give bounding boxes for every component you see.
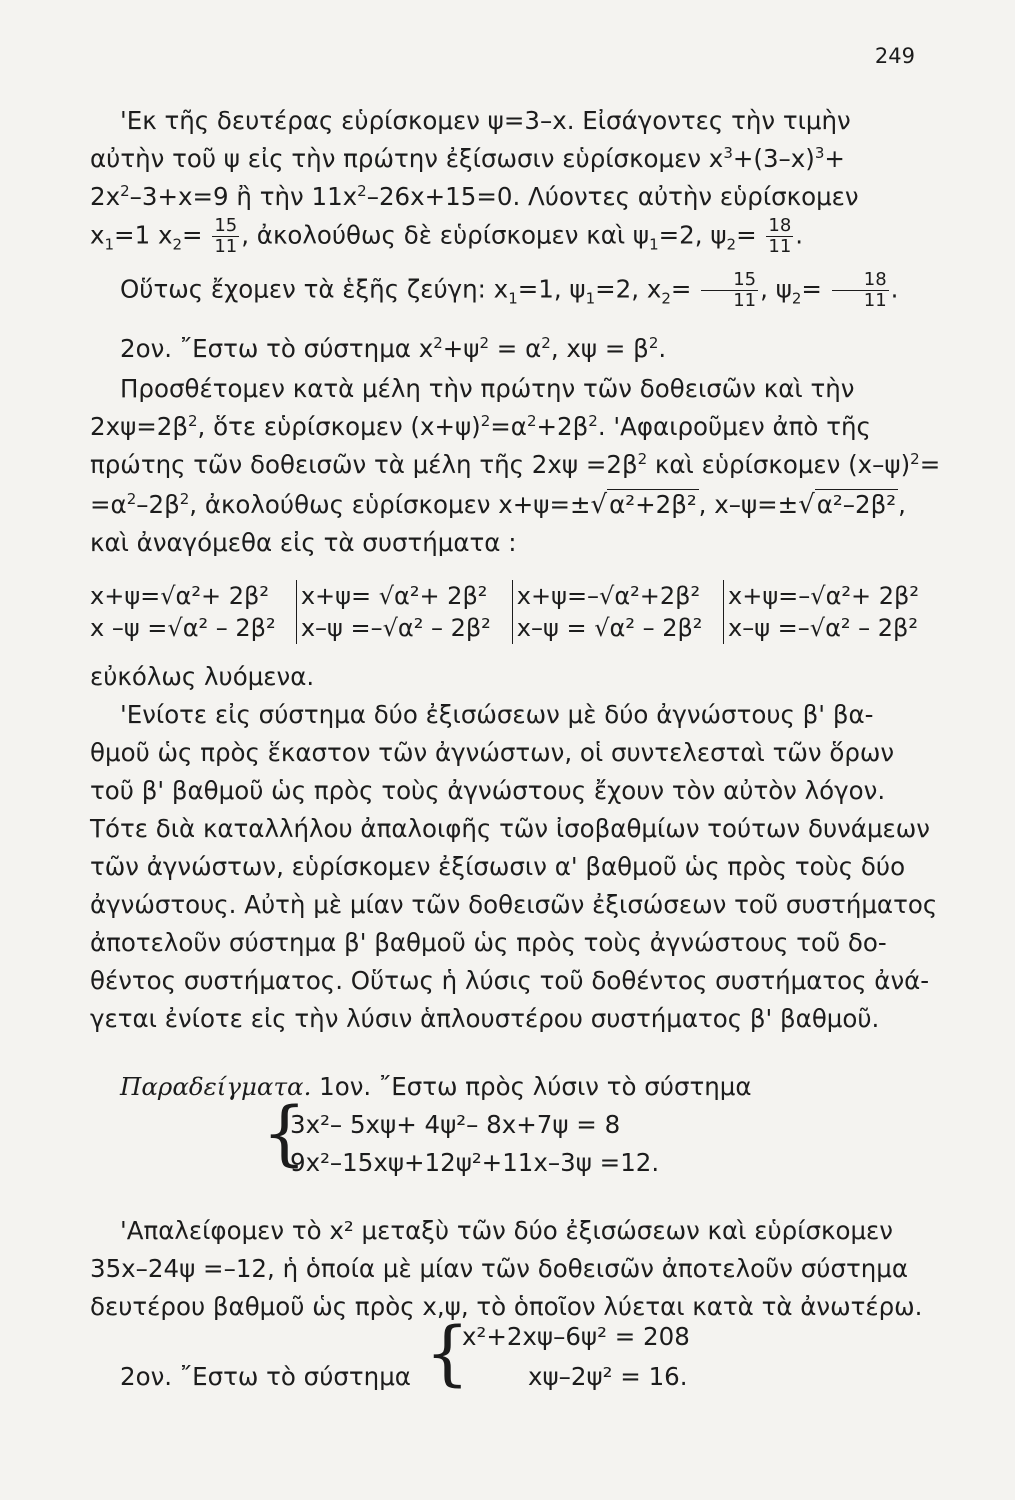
p7-line-1: 'Απαλείφομεν τὸ x² μεταξὺ τῶν δύο ἐξισώσεων καὶ εὑρίσκομεν bbox=[120, 1216, 893, 1245]
p1-line-1: 'Εκ τῆς δευτέρας εὑρίσκομεν ψ=3–x. Εἰσάγοντες τὴν τιμὴν bbox=[120, 106, 851, 135]
fraction-18-11-b: $\frac{18}{11}$ bbox=[832, 270, 889, 311]
system-cell: x –ψ =√α² – 2β² bbox=[90, 614, 276, 642]
p5-line: εὐκόλως λυόμενα. bbox=[90, 662, 315, 691]
sqrt-sign: √ bbox=[590, 490, 608, 520]
p6-line-8: θέντος συστήματος. Οὕτως ἡ λύσις τοῦ δοθέντος συστήματος ἀνά- bbox=[90, 966, 930, 995]
fraction-15-11-b: $\frac{15}{11}$ bbox=[701, 270, 758, 311]
p6-line-1: 'Ενίοτε εἰς σύστημα δύο ἐξισώσεων μὲ δύο ἀγνώστους β' βα- bbox=[120, 700, 874, 729]
system-cell: x+ψ=–√α²+2β² bbox=[512, 580, 723, 612]
fraction-18-11: $\frac{18}{11}$ bbox=[768, 215, 792, 257]
second-example-label: 2ον. ῎Εστω τὸ σύστημα bbox=[120, 1362, 411, 1391]
p4-line-5: καὶ ἀναγόμεθα εἰς τὰ συστήματα : bbox=[90, 528, 517, 557]
p7-line-3: δευτέρου βαθμοῦ ὡς πρὸς x,ψ, τὸ ὁποῖον λύεται κατὰ τὰ ἀνωτέρω. bbox=[90, 1292, 923, 1321]
systems-row-2 bbox=[90, 612, 940, 644]
system-cell: x–ψ =–√α² – 2β² bbox=[724, 612, 940, 644]
p1-line-4: $x_1=1$ $x_2=$ $\frac{15}{11}$ , ἀκολούθως δὲ εὑρίσκομεν καὶ $\psi_1=2$, $\psi_2=$ $\frac{18}{11}$ . bbox=[90, 215, 804, 257]
examples-heading: Παραδείγματα. bbox=[120, 1072, 312, 1101]
p4-line-1: Προσθέτομεν κατὰ μέλη τὴν πρώτην τῶν δοθεισῶν καὶ τὴν bbox=[120, 374, 855, 403]
p3-line: 2ον. ῎Εστω τὸ σύστημα $x^2+\psi^2 = \alpha^2$, $x\psi = \beta^2$. bbox=[120, 333, 667, 363]
second-eq-1: x²+2xψ–6ψ² = 208 bbox=[462, 1322, 690, 1351]
fraction-15-11: $\frac{15}{11}$ bbox=[214, 215, 238, 257]
p1-line-3: $2x^2-3+x=9$ ἢ τὴν $11x^2-26x+15=0$. Λύοντες αὐτὴν εὑρίσκομεν bbox=[90, 181, 859, 211]
p1-line-2: αὐτὴν τοῦ ψ εἰς τὴν πρώτην ἐξίσωσιν εὑρίσκομεν $x^3+(3-x)^3+$ bbox=[90, 143, 845, 173]
system-cell: x+ψ= √α²+ 2β² bbox=[296, 580, 512, 612]
p4-line-3: πρώτης τῶν δοθεισῶν τὰ μέλη τῆς $2x\psi =2\beta^2$ καὶ εὑρίσκομεν $(x-\psi)^2=$ bbox=[90, 449, 941, 479]
examples-intro: Παραδείγματα. 1ον. ῎Εστω πρὸς λύσιν τὸ σύστημα bbox=[120, 1072, 752, 1101]
p6-line-9: γεται ἐνίοτε εἰς τὴν λύσιν ἁπλουστέρου συστήματος β' βαθμοῦ. bbox=[90, 1004, 880, 1033]
system-cell: x–ψ =–√α² – 2β² bbox=[296, 612, 512, 644]
p6-line-6: ἀγνώστους. Αὐτὴ μὲ μίαν τῶν δοθεισῶν ἐξισώσεων τοῦ συστήματος bbox=[90, 890, 938, 919]
sqrt-sign: √ bbox=[798, 490, 815, 520]
p6-line-3: τοῦ β' βαθμοῦ ὡς πρὸς τοὺς ἀγνώστους ἔχουν τὸν αὐτὸν λόγον. bbox=[90, 776, 886, 805]
p7-line-2: 35x–24ψ =–12, ἡ ὁποία μὲ μίαν τῶν δοθεισῶν ἀποτελοῦν σύστημα bbox=[90, 1254, 908, 1283]
second-eq-2: xψ–2ψ² = 16. bbox=[528, 1362, 688, 1391]
system-cell: x+ψ=√α²+ 2β² bbox=[90, 582, 269, 610]
system-cell: x+ψ=–√α²+ 2β² bbox=[724, 580, 940, 612]
p4-line-4: $=\alpha^2-2\beta^2$, ἀκολούθως εὑρίσκομεν x+ψ=±√α²+2β², x–ψ=±√α²–2β², bbox=[90, 489, 906, 520]
systems-row-1 bbox=[90, 580, 940, 612]
system-cell: x–ψ = √α² – 2β² bbox=[512, 612, 723, 644]
p6-line-5: τῶν ἀγνώστων, εὑρίσκομεν ἐξίσωσιν α' βαθμοῦ ὡς πρὸς τοὺς δύο bbox=[90, 852, 906, 881]
p4-line-2: $2x\psi=2\beta^2$, ὅτε εὑρίσκομεν $(x+\psi)^2=\alpha^2+2\beta^2$. 'Αφαιροῦμεν ἀπὸ τῆς bbox=[90, 411, 871, 441]
p2-line: Οὕτως ἔχομεν τὰ ἑξῆς ζεύγη: $x_1=1$, $\psi_1=2$, $x_2=$ $\frac{15}{11}$ , $\psi_2=$ $\frac{18}{11}$ . bbox=[120, 269, 899, 311]
p6-line-2: θμοῦ ὡς πρὸς ἕκαστον τῶν ἀγνώστων, οἱ συντελεσταὶ τῶν ὅρων bbox=[90, 738, 895, 767]
p6-line-4: Τότε διὰ καταλλήλου ἀπαλοιφῆς τῶν ἰσοβαθμίων τούτων δυνάμεων bbox=[90, 814, 930, 843]
page-number: 249 bbox=[874, 44, 915, 68]
example-eq-2: 9x²–15xψ+12ψ²+11x–3ψ =12. bbox=[290, 1148, 660, 1177]
p6-line-7: ἀποτελοῦν σύστημα β' βαθμοῦ ὡς πρὸς τοὺς ἀγνώστους τοῦ δο- bbox=[90, 928, 887, 957]
systems-table bbox=[90, 580, 940, 644]
left-brace-icon: { bbox=[425, 1312, 470, 1394]
example-eq-1: 3x²– 5xψ+ 4ψ²– 8x+7ψ = 8 bbox=[290, 1110, 621, 1139]
left-brace-icon: { bbox=[262, 1092, 307, 1174]
